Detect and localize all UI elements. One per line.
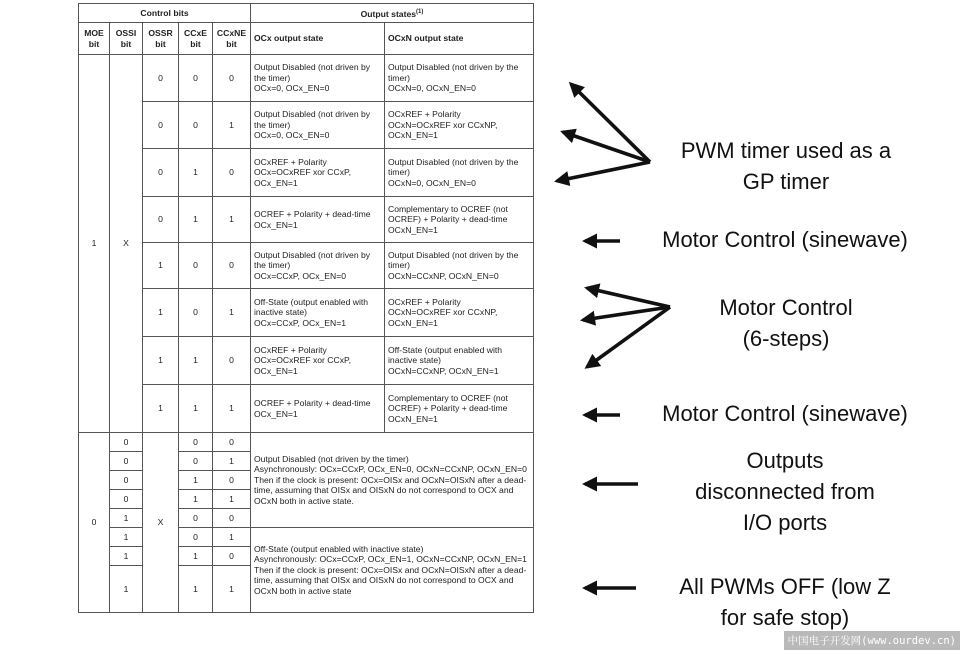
cell-line: OCxN_EN=1 (388, 413, 438, 424)
cell-line: Complementary to OCREF (not OCREF) + Polarity + dead-time (388, 392, 508, 414)
moe-cell: 0 (79, 433, 110, 613)
note-line: Motor Control (719, 295, 853, 320)
cell-line: Then if the clock is present: OCx=OISx and OCxN=OISxN after a dead-time, assuming that OISx and OISxN do not correspond to OCX and OCxN both in active state. (254, 474, 527, 506)
cell-line: Off-State (output enabled with inactive state) (254, 543, 424, 554)
ccxe-cell: 0 (179, 452, 213, 471)
ossr-cell: 0 (143, 149, 179, 197)
cell-line: OCx=OCxREF xor CCxP, (254, 167, 352, 178)
ossi-cell: X (110, 55, 143, 433)
cell-line: Output Disabled (not driven by the timer) (388, 62, 519, 83)
cell-line: OCx=CCxP, OCx_EN=1 (254, 317, 347, 328)
ccxe-cell: 1 (179, 149, 213, 197)
ccxne-cell: 0 (213, 243, 251, 289)
arrow-pwm-3 (557, 162, 650, 181)
cell-line: Output Disabled (not driven by the timer) (254, 453, 409, 464)
ccxe-cell: 0 (179, 509, 213, 528)
cell-line: OCx_EN=1 (254, 408, 298, 419)
ossr-cell: 1 (143, 289, 179, 337)
ccxe-cell: 0 (179, 102, 213, 149)
col-ossr-bit: OSSR bit (143, 23, 179, 55)
ossi-cell: 1 (110, 566, 143, 613)
note-motor-control-sinewave-2: Motor Control (sinewave) (662, 401, 908, 426)
ossi-cell: 1 (110, 528, 143, 547)
cell-line: OCxREF + Polarity (254, 156, 327, 167)
note-line: I/O ports (742, 510, 828, 535)
col-moe-bit: MOE bit (79, 23, 110, 55)
cell-line: Output Disabled (not driven by the timer) (388, 249, 519, 271)
cell-line: OCx_EN=1 (254, 177, 298, 188)
note-line: PWM timer used as a (680, 138, 892, 163)
cell-line: OCxN=CCxNP, OCxN_EN=1 (388, 365, 499, 376)
ccxe-cell: 0 (179, 289, 213, 337)
cell-line: Output Disabled (not driven by the timer) (254, 249, 371, 271)
ossi-cell: 0 (110, 490, 143, 509)
cell-line: OCxN_EN=1 (388, 317, 438, 328)
ccxne-cell: 1 (213, 385, 251, 433)
ccxne-cell: 1 (213, 490, 251, 509)
ossi-cell: 1 (110, 547, 143, 566)
col-ocx-output-state: OCx output state (251, 23, 385, 55)
cell-line: OCxREF + Polarity (388, 296, 461, 307)
cell-line: OCx=CCxP, OCx_EN=0 (254, 270, 347, 281)
ccxe-cell: 0 (179, 528, 213, 547)
note-outputs-disconnected (662, 445, 908, 538)
ccxe-cell: 1 (179, 547, 213, 566)
ossr-cell: 1 (143, 337, 179, 385)
ccxe-cell: 1 (179, 566, 213, 613)
ossi-cell: 0 (110, 471, 143, 490)
cell-line: Output Disabled (not driven by the timer) (388, 156, 519, 178)
note-line: (6-steps) (742, 326, 830, 351)
note-line: disconnected from (695, 479, 875, 504)
cell-line: Asynchronously: OCx=CCxP, OCx_EN=0, OCxN=CCxNP, OCxN_EN=0 (254, 464, 527, 475)
note-line: GP timer (742, 169, 830, 194)
ossi-cell: 0 (110, 452, 143, 471)
col-ccxne-bit: CCxNE bit (213, 23, 251, 55)
ccxne-cell: 1 (213, 528, 251, 547)
control-bits-header: Control bits (79, 4, 251, 23)
note-line: Outputs (746, 448, 824, 473)
cell-line: OCx_EN=1 (254, 365, 298, 376)
arrow-pwm-1 (571, 84, 650, 162)
ccxe-cell: 0 (179, 433, 213, 452)
ccxne-cell: 0 (213, 509, 251, 528)
cell-line: Then if the clock is present: OCx=OISx and OCxN=OISxN after a dead-time, assuming that OISx and OISxN do not correspond to OCX and OCxN both in active state (254, 564, 527, 596)
note-pwm-gp-timer (652, 135, 920, 197)
cell-line: OCxN=CCxNP, OCxN_EN=0 (388, 270, 499, 281)
cell-line: OCx=0, OCx_EN=0 (254, 130, 330, 141)
moe-cell: 1 (79, 55, 110, 433)
cell-line: OCxN=0, OCxN_EN=0 (388, 177, 476, 188)
ccxe-cell: 1 (179, 490, 213, 509)
cell-line: Off-State (output enabled with inactive state) (254, 296, 369, 318)
cell-line: Output Disabled (not driven by the timer) (254, 62, 371, 83)
ossi-cell: 1 (110, 509, 143, 528)
cell-line: OCx=0, OCx_EN=0 (254, 83, 330, 94)
col-ossi-bit: OSSI bit (110, 23, 143, 55)
footnote-marker: (1) (416, 8, 424, 15)
cell-line: OCxREF + Polarity (388, 109, 461, 120)
ossr-cell: 0 (143, 102, 179, 149)
ossr-cell: 1 (143, 243, 179, 289)
cell-line: OCREF + Polarity + dead-time (254, 208, 371, 219)
ccxne-cell: 0 (213, 433, 251, 452)
note-all-pwms-off (648, 571, 922, 633)
ccxne-cell: 1 (213, 102, 251, 149)
ccxne-cell: 1 (213, 566, 251, 613)
ccxne-cell: 0 (213, 149, 251, 197)
cell-line: Complementary to OCREF (not OCREF) + Polarity + dead-time (388, 203, 508, 225)
cell-line: Asynchronously: OCx=CCxP, OCx_EN=1, OCxN=CCxNP, OCxN_EN=1 (254, 554, 527, 565)
cell-line: OCxN_EN=1 (388, 130, 438, 141)
note-motor-control-six-steps (686, 292, 886, 354)
cell-line: OCxN_EN=1 (388, 224, 438, 235)
note-line: All PWMs OFF (low Z (679, 574, 891, 599)
cell-line: OCxN=0, OCxN_EN=0 (388, 83, 476, 94)
ccxne-cell: 0 (213, 337, 251, 385)
ccxe-cell: 1 (179, 337, 213, 385)
output-states-header: Output states$^{(1)}$ (251, 4, 534, 23)
ccxe-cell: 1 (179, 197, 213, 243)
ccxne-cell: 0 (213, 55, 251, 102)
ccxe-cell: 1 (179, 471, 213, 490)
cell-line: OCREF + Polarity + dead-time (254, 397, 371, 408)
ccxe-cell: 1 (179, 385, 213, 433)
cell-line: OCx_EN=1 (254, 219, 298, 230)
ccxe-cell: 0 (179, 243, 213, 289)
cell-line: OCxREF + Polarity (254, 344, 327, 355)
col-ccxe-bit: CCxE bit (179, 23, 213, 55)
cell-line: Output Disabled (not driven by the timer) (254, 109, 371, 130)
ccxne-cell: 0 (213, 547, 251, 566)
ccxe-cell: 0 (179, 55, 213, 102)
cell-line: Off-State (output enabled with inactive state) (388, 344, 503, 366)
cell-line: OCxN=OCxREF xor CCxNP, (388, 307, 498, 318)
ccxne-cell: 1 (213, 197, 251, 243)
ossr-cell: 1 (143, 385, 179, 433)
ossi-cell: 0 (110, 433, 143, 452)
ccxne-cell: 1 (213, 289, 251, 337)
col-ocxn-output-state: OCxN output state (385, 23, 534, 55)
watermark: 中国电子开发网(www.ourdev.cn) (784, 631, 960, 650)
ossr-cell: X (143, 433, 179, 613)
cell-line: OCx=OCxREF xor CCxP, (254, 355, 352, 366)
ossr-cell: 0 (143, 55, 179, 102)
note-motor-control-sinewave-1: Motor Control (sinewave) (662, 227, 908, 252)
arrow-six-steps-1 (587, 288, 670, 307)
ccxne-cell: 1 (213, 452, 251, 471)
note-line: for safe stop) (720, 605, 850, 630)
cell-line: OCxN=OCxREF xor CCxNP, (388, 119, 498, 130)
ccxne-cell: 0 (213, 471, 251, 490)
ossr-cell: 0 (143, 197, 179, 243)
